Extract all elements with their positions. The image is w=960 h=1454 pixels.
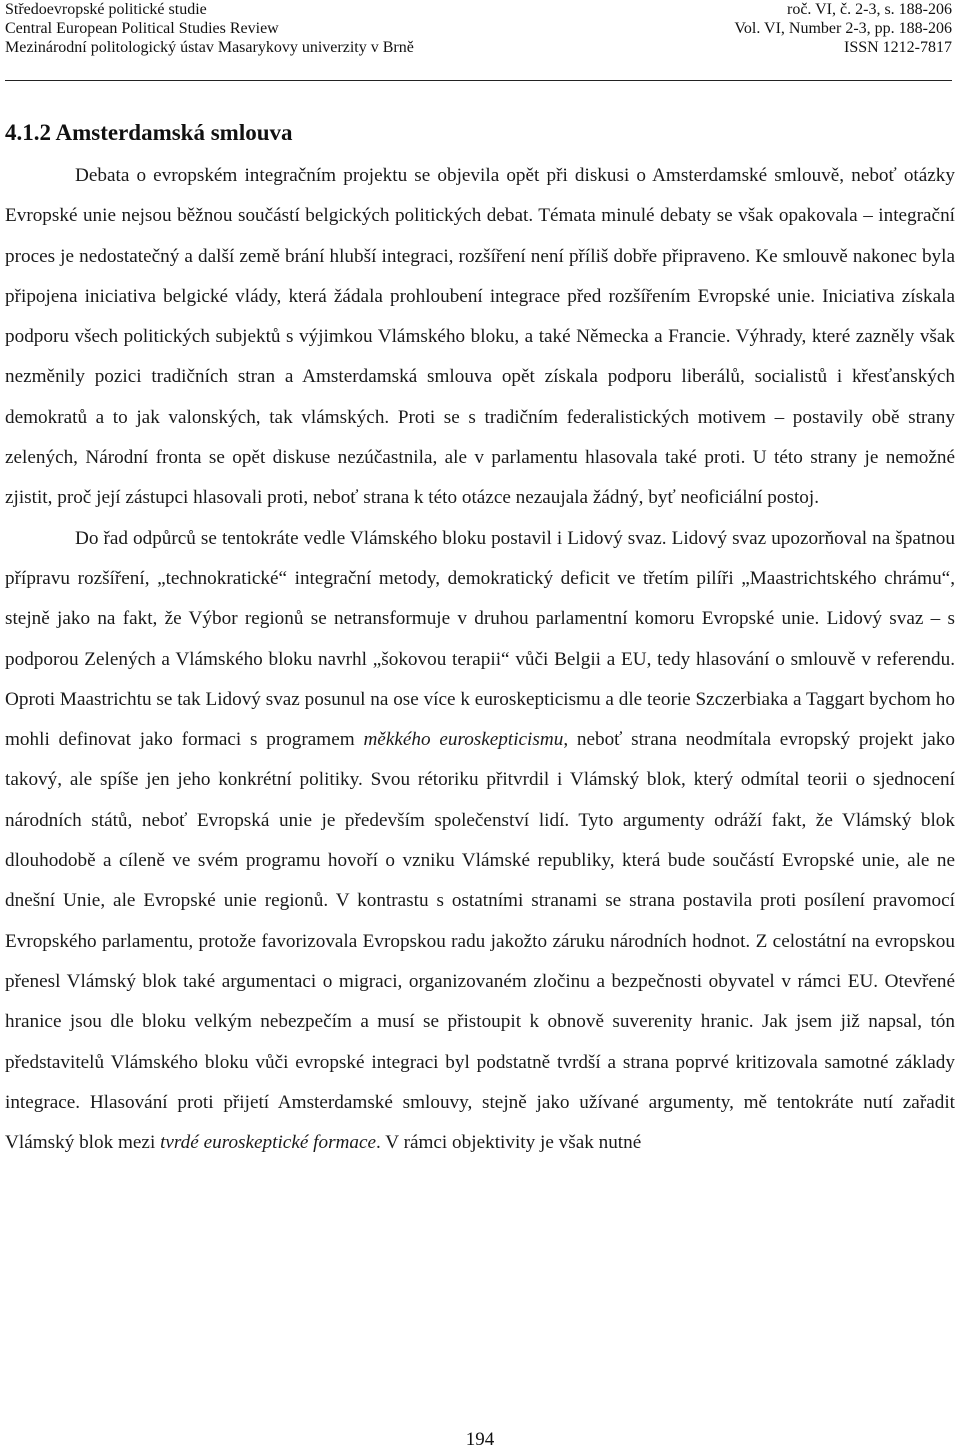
italic-term-hard-euroscepticism: tvrdé euroskeptické formace <box>160 1132 377 1154</box>
publisher: Mezinárodní politologický ústav Masarykovy univerzity v Brně <box>5 39 414 56</box>
paragraph-2-part-c: . V rámci objektivity je však nutné <box>376 1132 642 1154</box>
paragraph-2 <box>5 519 955 1164</box>
header-row-1 <box>5 0 952 19</box>
italic-term-soft-euroscepticism: měkkého euroskepticismu <box>363 729 564 751</box>
section-heading: 4.1.2 Amsterdamská smlouva <box>5 120 293 145</box>
paragraph-1: Debata o evropském integračním projektu se objevila opět při diskusi o Amsterdamské smlouvě, neboť otázky Evropské unie nejsou běžnou součástí belgických politických debat. Témata minulé debaty se však opakovala – integrační proces je nedostatečný a další země brání hlubší integraci, rozšíření není příliš dobře připraveno. Ke smlouvě nakonec byla připojena iniciativa belgické vlády, která žádala prohloubení integrace před rozšířením Evropské unie. Iniciativa získala podporu všech politických subjektů s výjimkou Vlámského bloku, a také Německa a Francie. Výhrady, které zazněly však nezměnily pozici tradičních stran a Amsterdamská smlouva opět získala podporu liberálů, socialistů i křesťanských demokratů a to jak valonských, tak vlámských. Proti se s tradičním federalistických motivem – postavily obě strany zelených, Národní fronta se opět diskuse nezúčastnila, ale v parlamentu hlasovala také proti. U této strany je nemožné zjistit, proč její zástupci hlasovali proti, neboť strana k této otázce nezaujala žádný, byť neoficiální postoj. <box>5 165 955 509</box>
paragraph-2-part-a: Do řad odpůrců se tentokráte vedle Vlámského bloku postavil i Lidový svaz. Lidový svaz upozorňoval na špatnou přípravu rozšíření, „technokratické“ integrační metody, demokratický deficit ve třetím pilíři „Maastrichtského chrámu“, stejně jako na fakt, že Výbor regionů se netransformuje v druhou parlamentní komoru Evropské unie. Lidový svaz – s podporou Zelených a Vlámského bloku navrhl „šokovou terapii“ vůči Belgii a EU, tedy hlasování o smlouvě v referendu. Oproti Maastrichtu se tak Lidový svaz posunul na ose více k euroskepticismu a dle teorie Szczerbiaka a Taggart bychom ho mohli definovat jako formaci s programem <box>5 527 955 751</box>
header-row-2 <box>5 19 952 38</box>
header-row-3 <box>5 38 952 57</box>
article-body <box>5 156 955 1163</box>
journal-title-cz: Středoevropské politické studie <box>5 1 207 18</box>
running-header <box>5 0 952 81</box>
journal-title-en: Central European Political Studies Review <box>5 20 279 37</box>
issue-info-en: Vol. VI, Number 2-3, pp. 188-206 <box>734 20 952 37</box>
paragraph-2-part-b: , neboť strana neodmítala evropský projekt jako takový, ale spíše jen jeho konkrétní politiky. Svou rétoriku přitvrdil i Vlámský blok, který odmítal teorii o sjednocení národních států, neboť Evropská unie je především společenství lidí. Tyto argumenty odráží fakt, že Vlámský blok dlouhodobě a cíleně ve svém programu hovoří o vzniku Vlámské republiky, která bude součástí Evropské unie, ale ne dnešní Unie, ale Evropské unie regionů. V kontrastu s ostatními stranami se strana postavila proti posílení pravomocí Evropského parlamentu, protože favorizovala Evropskou radu jakožto záruku národních hodnot. Z celostátní na evropskou přenesl Vlámský blok také argumentaci o migraci, organizovaném zločinu a bezpečnosti obyvatel v rámci EU. Otevřené hranice jsou dle bloku velkým nebezpečím a musí se přistoupit k obnově suverenity hranic. Jak jsem již napsal, tón představitelů Vlámského bloku vůči evropské integraci byl podstatně tvrdší a strana poprvé kritizovala samotné základy integrace. Hlasování proti přijetí Amsterdamské smlouvy, stejně jako užívané argumenty, mě tentokráte nutí zařadit Vlámský blok mezi <box>5 729 955 1154</box>
page-number: 194 <box>465 1429 495 1450</box>
issue-info-cz: roč. VI, č. 2-3, s. 188-206 <box>786 1 952 18</box>
issn: ISSN 1212-7817 <box>843 39 952 56</box>
